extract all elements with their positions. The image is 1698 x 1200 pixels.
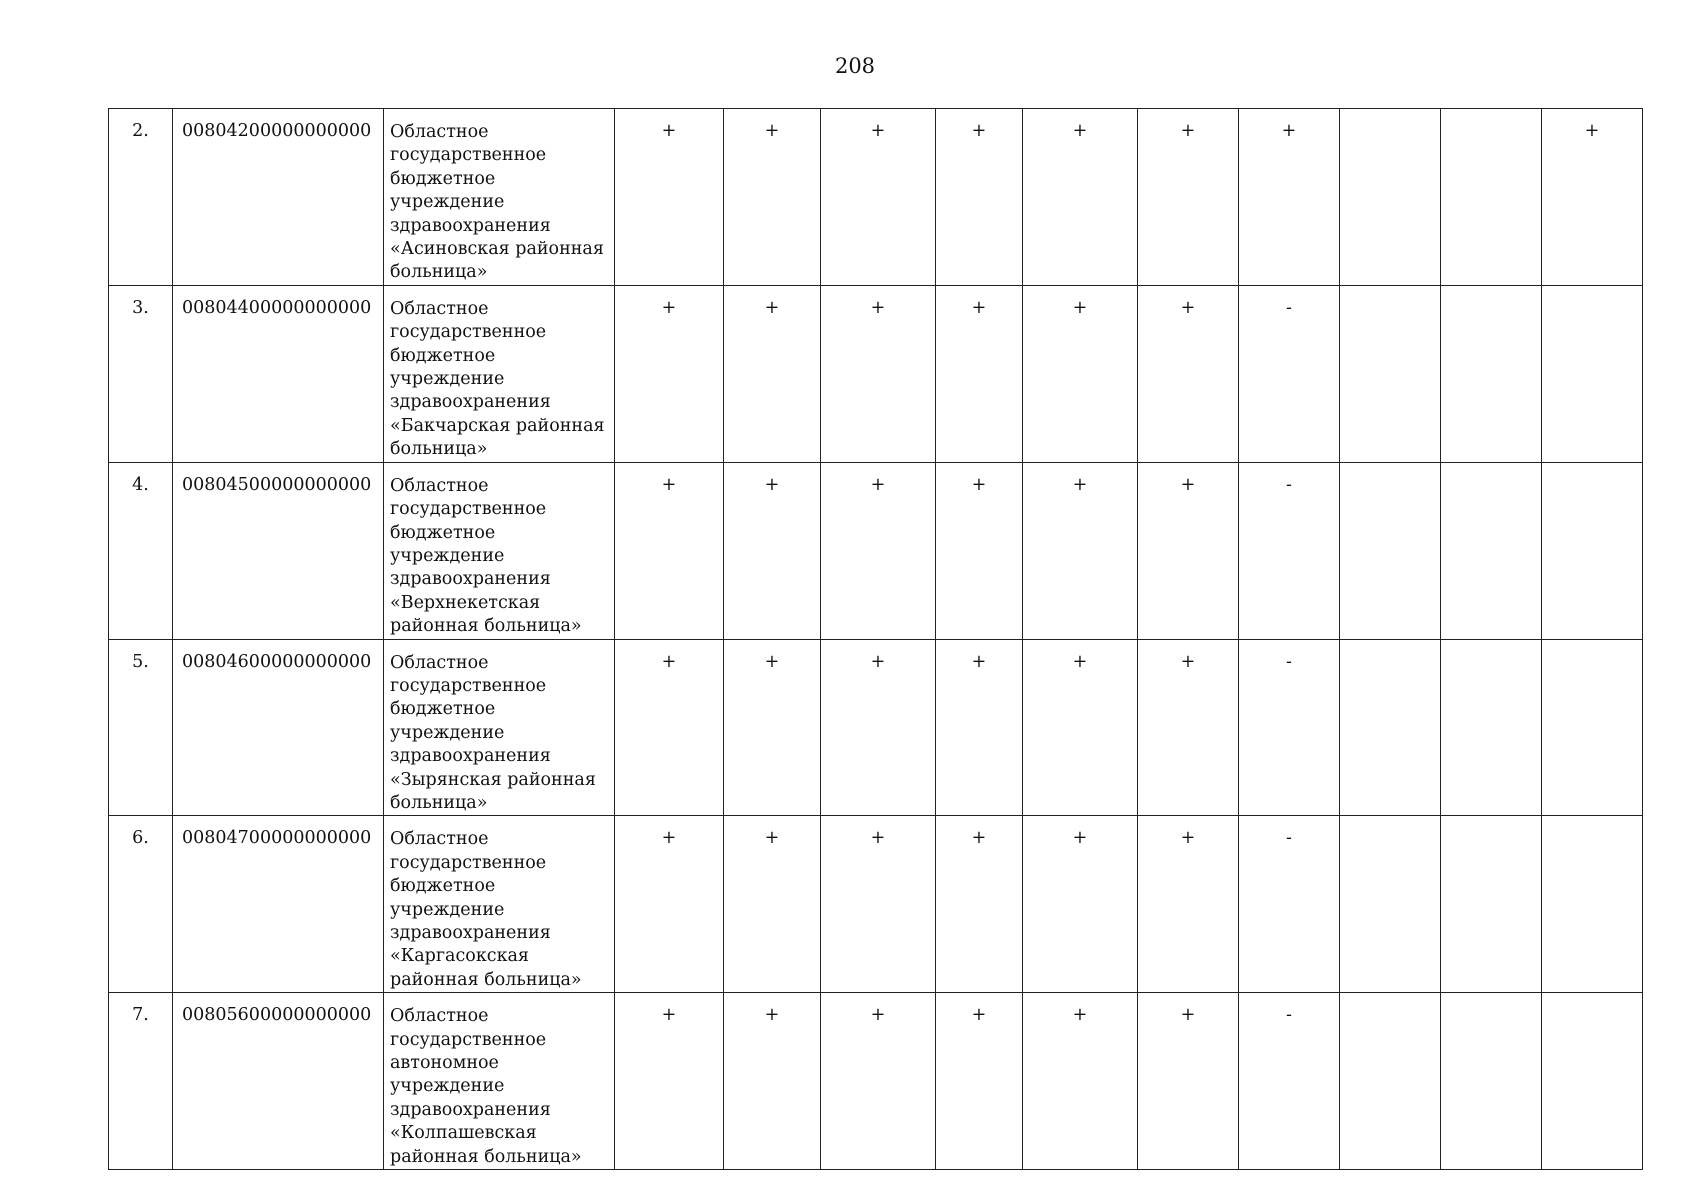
mark-cell xyxy=(1340,816,1441,993)
mark-cell: - xyxy=(1239,462,1340,639)
institution-code: 00804700000000000 xyxy=(173,816,384,993)
mark-cell: + xyxy=(615,993,724,1170)
mark-cell: + xyxy=(821,639,936,816)
row-number: 5. xyxy=(109,639,173,816)
institutions-table xyxy=(108,108,1643,1170)
mark-cell: + xyxy=(615,109,724,286)
mark-cell: + xyxy=(821,993,936,1170)
table-body xyxy=(109,109,1643,1170)
mark-cell: + xyxy=(936,639,1023,816)
mark-cell: + xyxy=(1138,993,1239,1170)
mark-cell: + xyxy=(1023,993,1138,1170)
mark-cell: + xyxy=(936,816,1023,993)
mark-cell: + xyxy=(1239,109,1340,286)
mark-cell xyxy=(1542,639,1643,816)
mark-cell: + xyxy=(936,285,1023,462)
institution-code: 00805600000000000 xyxy=(173,993,384,1170)
mark-cell: + xyxy=(615,639,724,816)
institution-name: Областное государственное бюджетное учреждение здравоохранения «Зырянская районная больница» xyxy=(384,639,615,816)
mark-cell: + xyxy=(1023,639,1138,816)
mark-cell xyxy=(1340,285,1441,462)
institution-code: 00804400000000000 xyxy=(173,285,384,462)
mark-cell xyxy=(1340,109,1441,286)
mark-cell: + xyxy=(724,109,821,286)
page-number: 208 xyxy=(834,54,876,78)
mark-cell: + xyxy=(1138,285,1239,462)
mark-cell xyxy=(1441,285,1542,462)
institution-code: 00804500000000000 xyxy=(173,462,384,639)
mark-cell: + xyxy=(821,816,936,993)
mark-cell: + xyxy=(724,462,821,639)
mark-cell xyxy=(1441,993,1542,1170)
mark-cell: + xyxy=(615,285,724,462)
mark-cell: + xyxy=(615,462,724,639)
table-row xyxy=(109,462,1643,639)
mark-cell xyxy=(1441,639,1542,816)
row-number: 4. xyxy=(109,462,173,639)
mark-cell: + xyxy=(1138,816,1239,993)
mark-cell: + xyxy=(936,993,1023,1170)
mark-cell xyxy=(1542,993,1643,1170)
mark-cell: - xyxy=(1239,285,1340,462)
mark-cell: + xyxy=(1138,462,1239,639)
mark-cell xyxy=(1542,462,1643,639)
mark-cell: - xyxy=(1239,639,1340,816)
mark-cell: + xyxy=(1023,109,1138,286)
institution-name: Областное государственное бюджетное учреждение здравоохранения «Верхнекетская районная больница» xyxy=(384,462,615,639)
mark-cell xyxy=(1340,639,1441,816)
table-row xyxy=(109,639,1643,816)
mark-cell: + xyxy=(936,462,1023,639)
row-number: 2. xyxy=(109,109,173,286)
table-row xyxy=(109,285,1643,462)
mark-cell: + xyxy=(724,285,821,462)
mark-cell: + xyxy=(936,109,1023,286)
mark-cell xyxy=(1441,109,1542,286)
mark-cell xyxy=(1340,462,1441,639)
mark-cell: - xyxy=(1239,816,1340,993)
mark-cell xyxy=(1542,816,1643,993)
mark-cell xyxy=(1441,462,1542,639)
institution-name: Областное государственное бюджетное учреждение здравоохранения «Асиновская районная больница» xyxy=(384,109,615,286)
mark-cell: - xyxy=(1239,993,1340,1170)
mark-cell: + xyxy=(1023,816,1138,993)
mark-cell: + xyxy=(724,816,821,993)
institution-name: Областное государственное бюджетное учреждение здравоохранения «Бакчарская районная больница» xyxy=(384,285,615,462)
table-row xyxy=(109,816,1643,993)
institution-name: Областное государственное бюджетное учреждение здравоохранения «Каргасокская районная больница» xyxy=(384,816,615,993)
mark-cell: + xyxy=(1138,639,1239,816)
table-row xyxy=(109,109,1643,286)
mark-cell xyxy=(1340,993,1441,1170)
mark-cell: + xyxy=(1023,462,1138,639)
mark-cell: + xyxy=(1138,109,1239,286)
row-number: 3. xyxy=(109,285,173,462)
mark-cell xyxy=(1441,816,1542,993)
mark-cell: + xyxy=(821,462,936,639)
mark-cell: + xyxy=(821,285,936,462)
institution-name: Областное государственное автономное учреждение здравоохранения «Колпашевская районная больница» xyxy=(384,993,615,1170)
row-number: 7. xyxy=(109,993,173,1170)
institution-code: 00804200000000000 xyxy=(173,109,384,286)
row-number: 6. xyxy=(109,816,173,993)
mark-cell: + xyxy=(1023,285,1138,462)
mark-cell xyxy=(1542,285,1643,462)
mark-cell: + xyxy=(1542,109,1643,286)
mark-cell: + xyxy=(724,639,821,816)
table-row xyxy=(109,993,1643,1170)
mark-cell: + xyxy=(724,993,821,1170)
mark-cell: + xyxy=(615,816,724,993)
mark-cell: + xyxy=(821,109,936,286)
institution-code: 00804600000000000 xyxy=(173,639,384,816)
